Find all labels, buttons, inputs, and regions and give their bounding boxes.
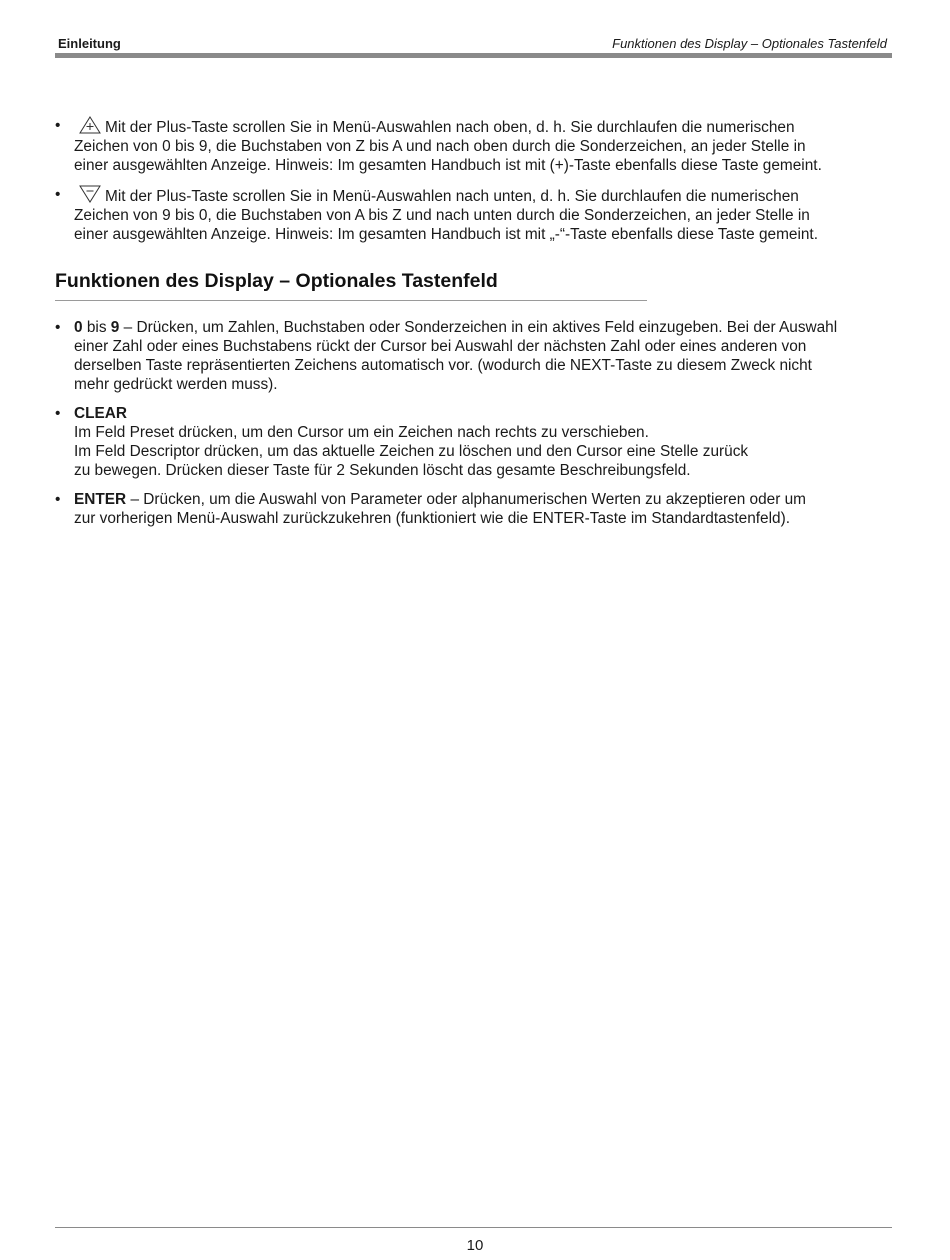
list-item-line: Mit der Plus-Taste scrollen Sie in Menü-Auswahlen nach oben, d. h. Sie durchlaufen die numerischen [74,116,892,137]
key-label-clear: CLEAR [74,405,128,422]
key-label-enter: ENTER [74,491,127,508]
bullet-icon: • [55,405,61,422]
bullet-icon: • [55,319,61,336]
list-item-minus-key [55,185,892,244]
list-item-line: Zeichen von 9 bis 0, die Buchstaben von A bis Z und nach unten durch die Sonderzeichen, an jeder Stelle in [74,207,810,224]
bullet-icon: • [55,117,61,134]
list-item-line: einer ausgewählten Anzeige. Hinweis: Im gesamten Handbuch ist mit „-“-Taste ebenfalls diese Taste gemeint. [74,226,818,243]
header-section-title: Funktionen des Display – Optionales Tastenfeld [612,36,887,51]
page-content [55,116,892,538]
list-item-line: mehr gedrückt werden muss). [74,376,278,393]
key-label-9: 9 [110,319,120,336]
list-item-line: ENTER – Drücken, um die Auswahl von Parameter oder alphanumerischen Werten zu akzeptieren oder um [74,491,806,508]
key-label-0: 0 [74,319,83,336]
list-item-line: Im Feld Preset drücken, um den Cursor um ein Zeichen nach rechts zu verschieben. [74,424,649,441]
list-item-clear-key [55,404,892,480]
list-item-enter-key [55,490,892,528]
footer-rule [55,1227,892,1228]
list-item-line: einer Zahl oder eines Buchstabens rückt der Cursor bei Auswahl der nächsten Zahl oder eines anderen von [74,338,807,355]
section-title: Funktionen des Display – Optionales Tastenfeld [55,270,498,292]
keypad-function-list [55,318,892,528]
list-item-line: derselben Taste repräsentierten Zeichens automatisch vor. (wodurch die NEXT-Taste zu diesem Zweck nicht [74,357,812,374]
page-number: 10 [466,1237,484,1254]
key-description-list [55,116,892,244]
list-item-line: zu bewegen. Drücken dieser Taste für 2 Sekunden löscht das gesamte Beschreibungsfeld. [74,462,691,479]
list-item-plus-key [55,116,892,175]
plus-triangle-key-icon [78,116,102,134]
list-item-line: zur vorherigen Menü-Auswahl zurückzukehren (funktioniert wie die ENTER-Taste im Standardtastenfeld). [74,510,790,527]
list-item-line: Mit der Plus-Taste scrollen Sie in Menü-Auswahlen nach unten, d. h. Sie durchlaufen die numerischen [74,185,892,206]
header-rule [55,53,892,58]
bullet-icon: • [55,491,61,508]
section-rule [55,300,647,301]
bullet-icon: • [55,186,61,203]
page-header [55,36,892,50]
list-item-line: Im Feld Descriptor drücken, um das aktuelle Zeichen zu löschen und den Cursor eine Stelle zurück [74,443,749,460]
list-item-line: einer ausgewählten Anzeige. Hinweis: Im gesamten Handbuch ist mit (+)-Taste ebenfalls diese Taste gemeint. [74,157,822,174]
list-item-number-keys [55,318,892,394]
list-item-line: 0 bis 9 – Drücken, um Zahlen, Buchstaben oder Sonderzeichen in ein aktives Feld einzugeben. Bei der Auswahl [74,319,838,336]
minus-triangle-key-icon [78,185,102,203]
list-item-line: Zeichen von 0 bis 9, die Buchstaben von Z bis A und nach oben durch die Sonderzeichen, an jeder Stelle in [74,138,806,155]
header-chapter: Einleitung [58,36,121,51]
